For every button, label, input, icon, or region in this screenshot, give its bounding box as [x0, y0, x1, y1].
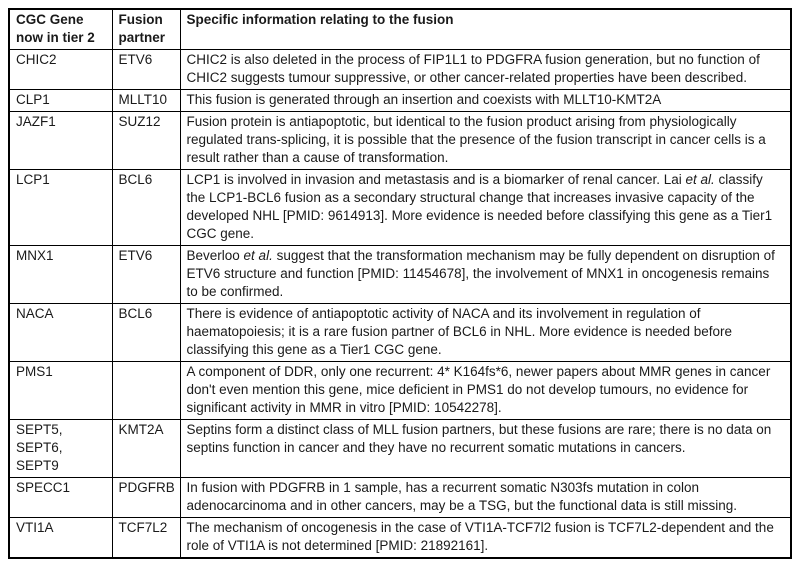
partner-cell: MLLT10 [112, 90, 180, 112]
info-cell [180, 362, 791, 420]
text-segment: The mechanism of oncogenesis in the case of VTI1A-TCF7l2 fusion is TCF7L2-dependent and the role of VTI1A is not determined [PMID: 21892161]. [186, 520, 774, 553]
gene-cell: PMS1 [9, 362, 112, 420]
gene-cell: MNX1 [9, 246, 112, 304]
text-segment: Septins form a distinct class of MLL fusion partners, but these fusions are rare; there is no data on septins function in cancer and they have no recurrent somatic mutations in cancers. [186, 422, 772, 455]
table-row [9, 518, 791, 559]
fusion-table [8, 8, 792, 559]
info-cell [180, 246, 791, 304]
table-row [9, 90, 791, 112]
text-segment: Fusion protein is antiapoptotic, but identical to the fusion product arising from physiologically regulated trans-splicing, it is possible that the presence of the fusion transcript in cancer cells is a result rather than a cause of transformation. [186, 114, 766, 165]
text-segment: This fusion is generated through an insertion and coexists with MLLT10-KMT2A [186, 92, 662, 107]
info-cell [180, 50, 791, 90]
gene-cell: SEPT5, SEPT6, SEPT9 [9, 420, 112, 478]
info-cell [180, 112, 791, 170]
partner-cell: KMT2A [112, 420, 180, 478]
table-row [9, 362, 791, 420]
info-cell [180, 420, 791, 478]
table-row [9, 112, 791, 170]
partner-cell: PDGFRB [112, 478, 180, 518]
col-header-info: Specific information relating to the fusion [180, 9, 791, 50]
text-segment: Beverloo [186, 248, 244, 263]
gene-cell: JAZF1 [9, 112, 112, 170]
text-segment: suggest that the transformation mechanism may be fully dependent on disruption of ETV6 structure and function [PMID: 11454678], the involvement of MNX1 in oncogenesis remains to be confirmed. [186, 248, 775, 299]
text-segment: In fusion with PDGFRB in 1 sample, has a recurrent somatic N303fs mutation in colon adenocarcinoma and in other cancers, may be a TSG, but the functional data is still missing. [186, 480, 738, 513]
gene-cell: VTI1A [9, 518, 112, 559]
gene-cell: LCP1 [9, 170, 112, 246]
table-row [9, 50, 791, 90]
partner-cell: BCL6 [112, 304, 180, 362]
text-segment: LCP1 is involved in invasion and metastasis and is a biomarker of renal cancer. Lai [186, 172, 686, 187]
table-body [9, 50, 791, 559]
gene-cell: CLP1 [9, 90, 112, 112]
partner-cell: BCL6 [112, 170, 180, 246]
table-header-row [9, 9, 791, 50]
italic-text: et al. [243, 248, 273, 263]
table-row [9, 170, 791, 246]
table-row [9, 246, 791, 304]
gene-cell: CHIC2 [9, 50, 112, 90]
partner-cell [112, 362, 180, 420]
partner-cell: ETV6 [112, 50, 180, 90]
gene-cell: NACA [9, 304, 112, 362]
partner-cell: ETV6 [112, 246, 180, 304]
info-cell [180, 304, 791, 362]
gene-cell: SPECC1 [9, 478, 112, 518]
partner-cell: SUZ12 [112, 112, 180, 170]
info-cell [180, 518, 791, 559]
table-row [9, 478, 791, 518]
col-header-partner: Fusion partner [112, 9, 180, 50]
text-segment: classify the LCP1-BCL6 fusion as a secondary structural change that increases invasive capacity of the developed NHL [PMID: 9614913]. More evidence is needed before classifying this gene as a Tier1 CGC gene. [186, 172, 773, 241]
info-cell [180, 170, 791, 246]
col-header-gene: CGC Gene now in tier 2 [9, 9, 112, 50]
text-segment: There is evidence of antiapoptotic activity of NACA and its involvement in regulation of haematopoiesis; it is a rare fusion partner of BCL6 in NHL. More evidence is needed before classifying this gene as a Tier1 CGC gene. [186, 306, 733, 357]
table-row [9, 304, 791, 362]
text-segment: A component of DDR, only one recurrent: 4* K164fs*6, newer papers about MMR genes in cancer don't even mention this gene, mice deficient in PMS1 do not develop tumours, no evidence for significant activity in MMR in vitro [PMID: 10542278]. [186, 364, 771, 415]
text-segment: CHIC2 is also deleted in the process of FIP1L1 to PDGFRA fusion generation, but no function of CHIC2 suggests tumour suppressive, or other cancer-related properties have been described. [186, 52, 760, 85]
italic-text: et al. [685, 172, 715, 187]
info-cell [180, 90, 791, 112]
partner-cell: TCF7L2 [112, 518, 180, 559]
table-row [9, 420, 791, 478]
info-cell [180, 478, 791, 518]
